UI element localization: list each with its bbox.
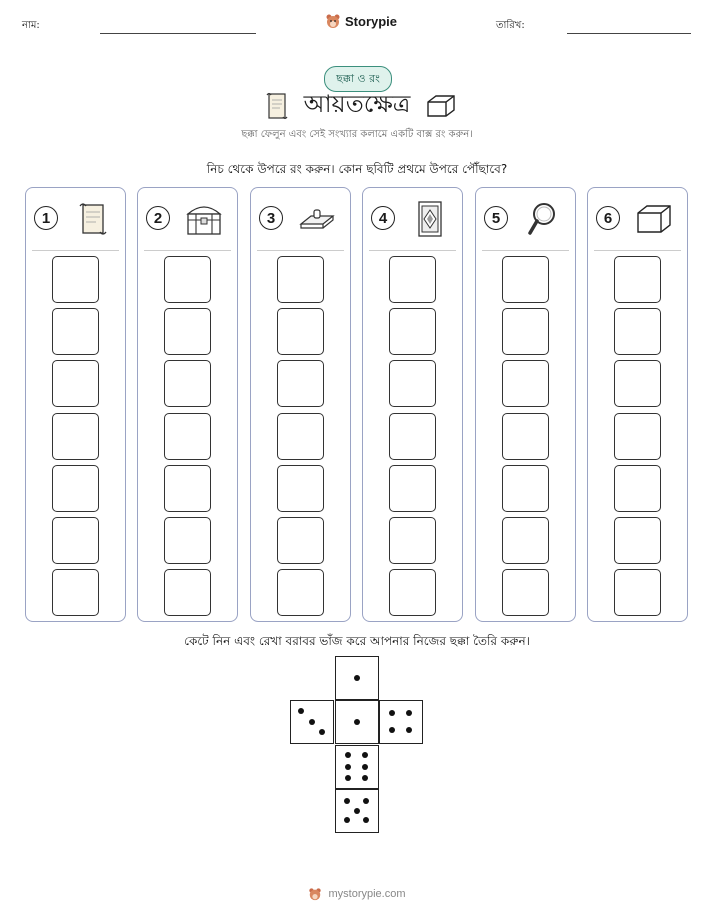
pip [389,727,395,733]
column-number: 6 [596,206,620,230]
pip [354,808,360,814]
color-box[interactable] [389,308,436,355]
color-box[interactable] [389,256,436,303]
die-face-4 [379,700,423,744]
pip [354,719,360,725]
color-box[interactable] [614,465,661,512]
pip [362,775,368,781]
date-line[interactable] [567,33,691,34]
column-header [26,188,125,250]
color-box[interactable] [164,569,211,616]
color-box[interactable] [164,308,211,355]
instruction: নিচ থেকে উপরে রং করুন। কোন ছবিটি প্রথমে উপরে পৌঁছাবে? [206,162,508,176]
pip [363,817,369,823]
footer [0,887,714,901]
scroll-icon [264,91,290,121]
column-divider [32,250,119,251]
color-box[interactable] [164,413,211,460]
color-box[interactable] [164,517,211,564]
pip [389,710,395,716]
die-face-1 [335,656,379,700]
bear-mascot-icon [308,887,322,901]
brand-name: Storypie [345,13,398,29]
color-box[interactable] [52,360,99,407]
column-header [476,188,575,250]
color-box[interactable] [277,465,324,512]
color-box[interactable] [277,413,324,460]
treasure-chest-icon [184,200,224,238]
name-label: নাম: [22,20,40,31]
category-badge: ছক্কা ও রং [324,66,392,92]
column-number: 4 [371,206,395,230]
pip [309,719,315,725]
column-divider [482,250,569,251]
column-4 [362,187,463,622]
column-3 [250,187,351,622]
color-box[interactable] [277,517,324,564]
pip [319,729,325,735]
color-box[interactable] [164,465,211,512]
color-box[interactable] [52,308,99,355]
color-box[interactable] [52,256,99,303]
color-box[interactable] [277,569,324,616]
footer-site[interactable]: mystorypie.com [328,888,406,900]
die-face-5 [335,789,379,833]
color-box[interactable] [389,569,436,616]
brand-logo [325,13,397,29]
color-box[interactable] [614,256,661,303]
bear-mascot-icon [325,13,341,29]
magnifying-glass-icon [522,200,562,238]
color-box[interactable] [502,413,549,460]
color-box[interactable] [502,360,549,407]
rug-icon [409,200,449,238]
name-line[interactable] [100,33,256,34]
pip [345,775,351,781]
pip [362,752,368,758]
column-number: 2 [146,206,170,230]
color-box[interactable] [614,360,661,407]
column-header [363,188,462,250]
stamp-icon [297,200,337,238]
column-number: 5 [484,206,508,230]
color-box[interactable] [52,517,99,564]
color-box[interactable] [502,465,549,512]
pip [362,764,368,770]
color-box[interactable] [502,517,549,564]
color-box[interactable] [614,569,661,616]
color-box[interactable] [614,413,661,460]
color-box[interactable] [52,569,99,616]
pip [345,752,351,758]
color-box[interactable] [502,256,549,303]
die-face-1 [335,700,379,744]
cube-icon [634,200,674,238]
column-1 [25,187,126,622]
pip [406,727,412,733]
color-box[interactable] [502,308,549,355]
color-box[interactable] [277,360,324,407]
column-divider [257,250,344,251]
color-box[interactable] [164,360,211,407]
pip [298,708,304,714]
color-box[interactable] [52,413,99,460]
column-header [251,188,350,250]
column-5 [475,187,576,622]
column-divider [369,250,456,251]
cube-icon [424,92,458,120]
color-box[interactable] [389,517,436,564]
color-box[interactable] [389,413,436,460]
color-box[interactable] [277,308,324,355]
die-face-6 [335,745,379,789]
color-box[interactable] [164,256,211,303]
column-divider [594,250,681,251]
color-box[interactable] [614,308,661,355]
pip [406,710,412,716]
pip [344,817,350,823]
die-face-3 [290,700,334,744]
subtitle: ছক্কা ফেলুন এবং সেই সংখ্যার কলামে একটি বাক্স রং করুন। [241,129,473,140]
scroll-icon [72,200,112,238]
column-number: 1 [34,206,58,230]
color-box[interactable] [277,256,324,303]
color-box[interactable] [52,465,99,512]
pip [344,798,350,804]
pip [363,798,369,804]
page-title: আয়তক্ষেত্র [303,90,411,118]
column-divider [144,250,231,251]
pip [354,675,360,681]
column-number: 3 [259,206,283,230]
column-header [138,188,237,250]
color-box[interactable] [389,465,436,512]
title-row [256,88,466,124]
pip [345,764,351,770]
cut-instruction: কেটে নিন এবং রেখা বরাবর ভাঁজ করে আপনার নিজের ছক্কা তৈরি করুন। [184,634,530,648]
color-box[interactable] [614,517,661,564]
column-header [588,188,687,250]
date-label: তারিখ: [496,20,525,31]
column-6 [587,187,688,622]
color-box[interactable] [502,569,549,616]
color-box[interactable] [389,360,436,407]
column-2 [137,187,238,622]
